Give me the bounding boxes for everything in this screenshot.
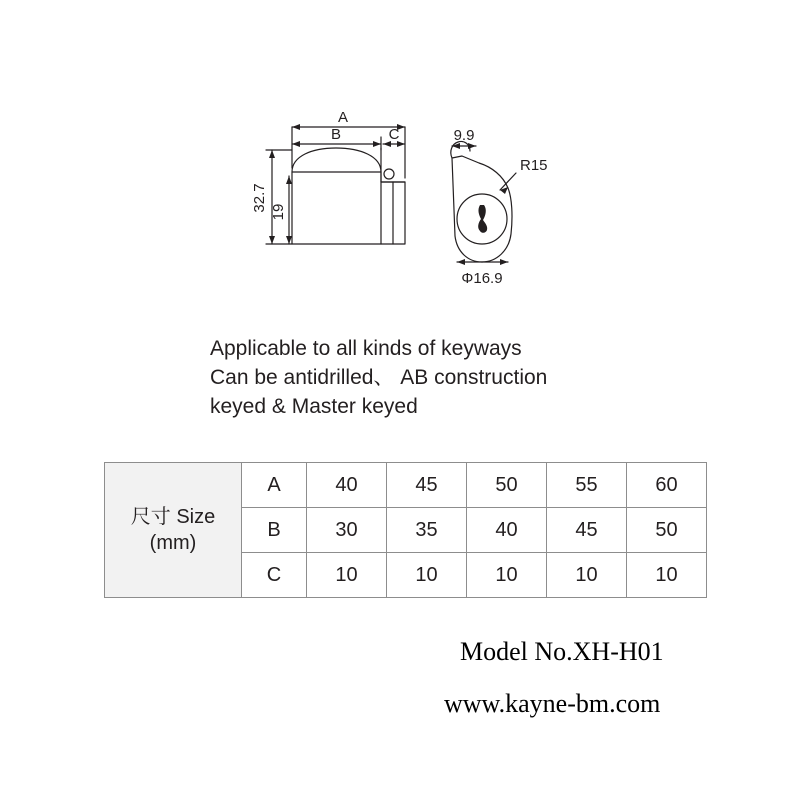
cylinder-body-outline bbox=[292, 172, 405, 244]
model-number: Model No.XH-H01 bbox=[460, 637, 664, 666]
label-diameter: Φ16.9 bbox=[461, 270, 503, 287]
label-height-total: 32.7 bbox=[251, 183, 268, 213]
cell-a-4: 55 bbox=[547, 463, 627, 508]
cell-c-5: 10 bbox=[627, 553, 707, 598]
label-a: A bbox=[337, 109, 349, 126]
dim-327-arrow-bottom bbox=[269, 236, 275, 244]
cell-c-2: 10 bbox=[387, 553, 467, 598]
dim-19-arrow-top bbox=[286, 176, 292, 184]
cell-c-3: 10 bbox=[467, 553, 547, 598]
cell-a-3: 50 bbox=[467, 463, 547, 508]
dim-b-arrow-left bbox=[292, 141, 300, 147]
dim-label-c: C bbox=[242, 553, 307, 598]
description-line-2: Can be antidrilled、 AB construction bbox=[210, 366, 548, 389]
label-height-inner: 19 bbox=[270, 203, 287, 221]
size-unit-text: (mm) bbox=[149, 532, 197, 554]
cylinder-top-curve bbox=[292, 148, 381, 172]
product-technical-drawing bbox=[0, 0, 800, 310]
label-radius: R15 bbox=[520, 157, 548, 174]
label-b: B bbox=[330, 126, 342, 143]
website-url[interactable]: www.kayne-bm.com bbox=[444, 689, 661, 718]
cell-a-2: 45 bbox=[387, 463, 467, 508]
drawing-svg bbox=[0, 0, 800, 310]
label-c: C bbox=[388, 126, 400, 143]
cell-c-4: 10 bbox=[547, 553, 627, 598]
cell-a-1: 40 bbox=[307, 463, 387, 508]
product-description bbox=[210, 334, 730, 421]
dim-327-arrow-top bbox=[269, 150, 275, 158]
size-table bbox=[104, 462, 707, 598]
size-label-text: 尺寸 Size bbox=[130, 506, 216, 528]
size-label-cell bbox=[105, 463, 242, 598]
dim-b-arrow-right bbox=[373, 141, 381, 147]
cell-b-1: 30 bbox=[307, 508, 387, 553]
keyhole-circle bbox=[384, 169, 394, 179]
dim-19-arrow-bottom bbox=[286, 236, 292, 244]
cell-b-2: 35 bbox=[387, 508, 467, 553]
dim-label-b: B bbox=[242, 508, 307, 553]
cell-b-4: 45 bbox=[547, 508, 627, 553]
description-line-3: keyed & Master keyed bbox=[210, 395, 418, 418]
cell-b-3: 40 bbox=[467, 508, 547, 553]
table-row bbox=[105, 463, 707, 508]
keyway-shape bbox=[478, 205, 487, 233]
dim-phi-arrow-right bbox=[500, 259, 508, 265]
cell-b-5: 50 bbox=[627, 508, 707, 553]
dim-phi-arrow-left bbox=[457, 259, 465, 265]
cell-c-1: 10 bbox=[307, 553, 387, 598]
description-line-1: Applicable to all kinds of keyways bbox=[210, 337, 522, 360]
dim-label-a: A bbox=[242, 463, 307, 508]
label-width-top: 9.9 bbox=[453, 127, 475, 144]
cell-a-5: 60 bbox=[627, 463, 707, 508]
dim-a-arrow-left bbox=[292, 124, 300, 130]
